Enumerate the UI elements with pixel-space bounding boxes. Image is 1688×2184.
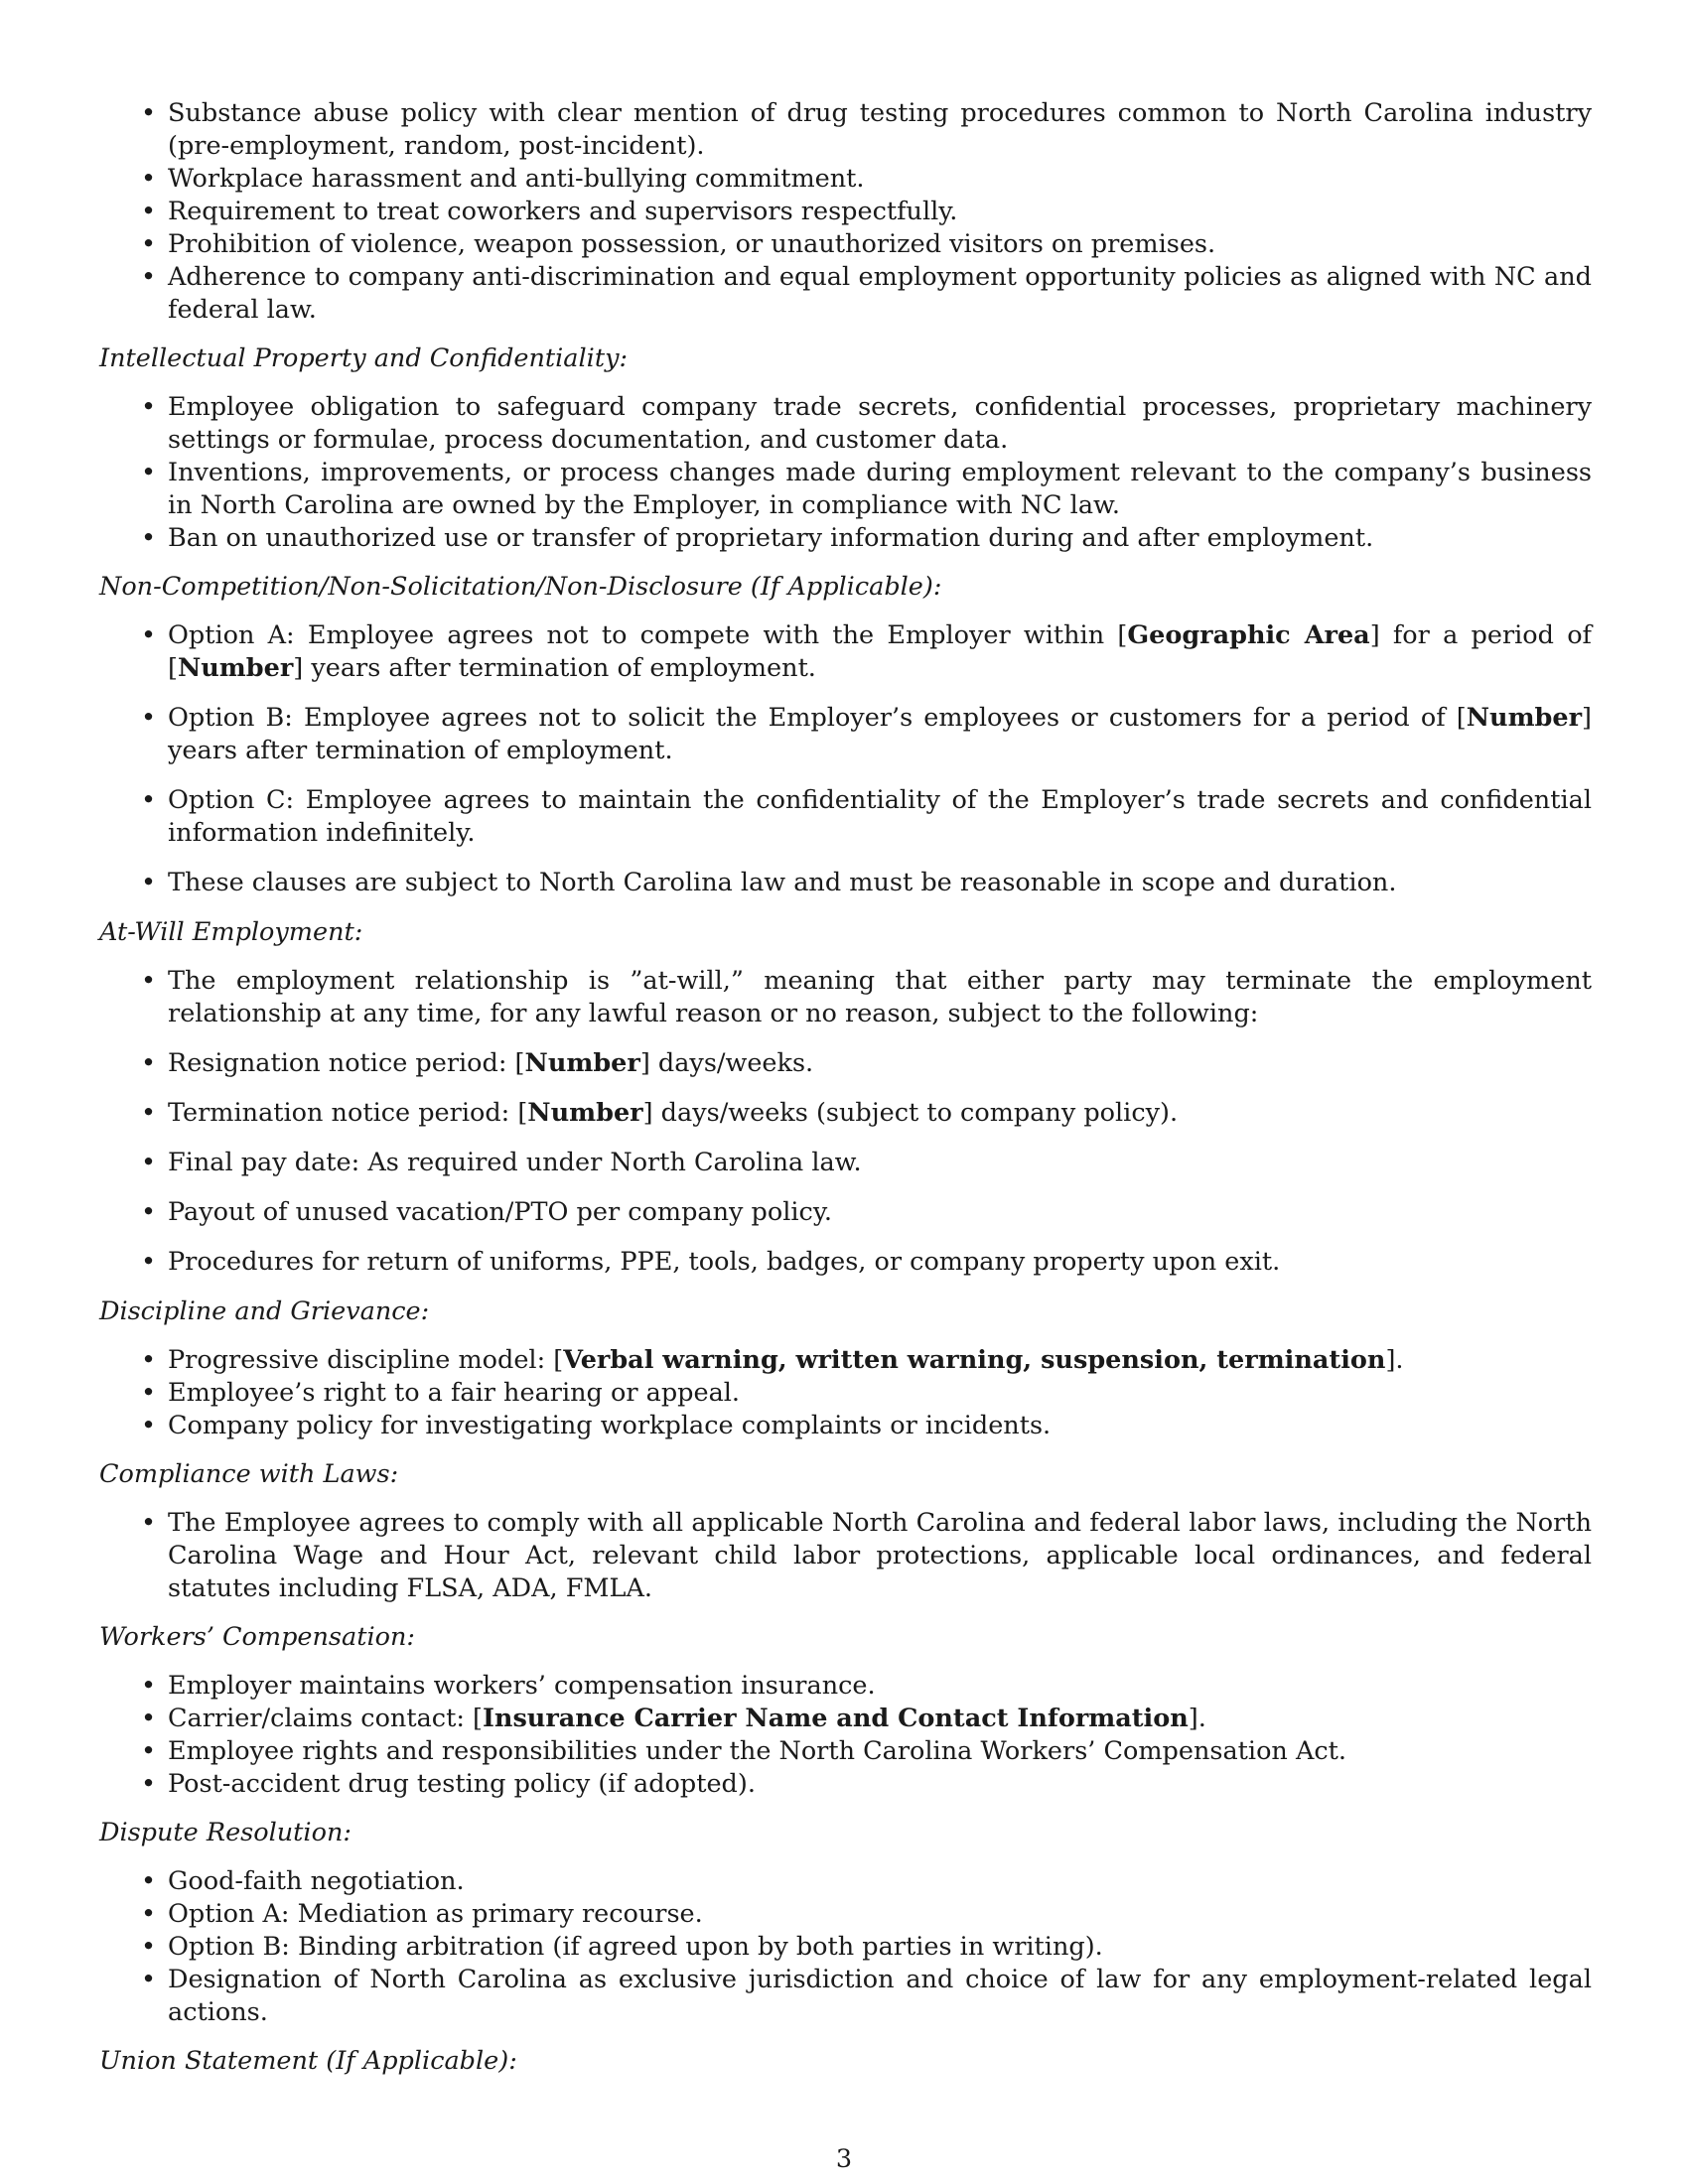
section-title-ip: Intellectual Property and Confidentiality: xyxy=(99,343,629,373)
page-number: 3 xyxy=(835,2144,853,2174)
list-item: • Payout of unused vacation/PTO per company policy. xyxy=(99,1196,1592,1229)
list-item: • Adherence to company anti-discrimination and equal employment opportunity policies as aligned with NC and federal law. xyxy=(99,261,1592,327)
list-item: • Employee rights and responsibilities under the North Carolina Workers’ Compensation Act. xyxy=(99,1735,1592,1768)
list-item: • Option B: Employee agrees not to solicit the Employer’s employees or customers for a period of [Number] years after termination of employment. xyxy=(99,702,1592,767)
placeholder-field: Number xyxy=(527,1098,643,1128)
placeholder-field: Verbal warning, written warning, suspension, termination xyxy=(563,1345,1386,1375)
list-item: • Substance abuse policy with clear mention of drug testing procedures common to North Carolina industry (pre-employment, random, post-incident). xyxy=(99,97,1592,163)
list-item: • Carrier/claims contact: [Insurance Carrier Name and Contact Information]. xyxy=(99,1703,1592,1735)
list-item: • Option A: Mediation as primary recourse. xyxy=(99,1898,1592,1931)
dispute-list xyxy=(99,1865,1592,2029)
list-item: • Inventions, improvements, or process changes made during employment relevant to the company’s business in North Carolina are owned by the Employer, in compliance with NC law. xyxy=(99,457,1592,522)
list-item: • Procedures for return of uniforms, PPE, tools, badges, or company property upon exit. xyxy=(99,1246,1592,1279)
list-item: • Ban on unauthorized use or transfer of proprietary information during and after employment. xyxy=(99,522,1592,555)
section-title-workers-comp: Workers’ Compensation: xyxy=(99,1622,415,1652)
discipline-list xyxy=(99,1344,1592,1442)
placeholder-field: Number xyxy=(177,653,294,683)
conduct-list xyxy=(99,97,1592,327)
section-title-dispute: Dispute Resolution: xyxy=(99,1818,352,1847)
noncompete-list xyxy=(99,619,1592,899)
document-page xyxy=(99,97,1592,2094)
placeholder-field: Insurance Carrier Name and Contact Information xyxy=(482,1704,1189,1733)
section-title-compliance: Compliance with Laws: xyxy=(99,1459,399,1489)
list-item: • Option C: Employee agrees to maintain the confidentiality of the Employer’s trade secrets and confidential information indefinitely. xyxy=(99,784,1592,850)
list-item: • Designation of North Carolina as exclusive jurisdiction and choice of law for any employment-related legal actions. xyxy=(99,1964,1592,2029)
list-item: • Workplace harassment and anti-bullying commitment. xyxy=(99,163,1592,196)
list-item: • Progressive discipline model: [Verbal warning, written warning, suspension, termination]. xyxy=(99,1344,1592,1377)
list-item: • These clauses are subject to North Carolina law and must be reasonable in scope and duration. xyxy=(99,867,1592,899)
ip-list xyxy=(99,391,1592,555)
section-title-union: Union Statement (If Applicable): xyxy=(99,2046,517,2076)
placeholder-field: Number xyxy=(1466,703,1583,733)
list-item: • Termination notice period: [Number] days/weeks (subject to company policy). xyxy=(99,1097,1592,1130)
list-item: • Option B: Binding arbitration (if agreed upon by both parties in writing). xyxy=(99,1931,1592,1964)
list-item: • Employee obligation to safeguard company trade secrets, confidential processes, proprietary machinery settings or formulae, process documentation, and customer data. xyxy=(99,391,1592,457)
workers-comp-list xyxy=(99,1670,1592,1801)
list-item: • The Employee agrees to comply with all applicable North Carolina and federal labor laws, including the North Carolina Wage and Hour Act, relevant child labor protections, applicable local ordinances, and federal statutes including FLSA, ADA, FMLA. xyxy=(99,1507,1592,1605)
list-item: • Good-faith negotiation. xyxy=(99,1865,1592,1898)
atwill-list xyxy=(99,965,1592,1279)
list-item: • Post-accident drug testing policy (if adopted). xyxy=(99,1768,1592,1801)
list-item: • Prohibition of violence, weapon possession, or unauthorized visitors on premises. xyxy=(99,228,1592,261)
section-title-atwill: At-Will Employment: xyxy=(99,917,363,947)
list-item: • The employment relationship is ”at-will,” meaning that either party may terminate the employment relationship at any time, for any lawful reason or no reason, subject to the following: xyxy=(99,965,1592,1030)
compliance-list xyxy=(99,1507,1592,1605)
list-item: • Option A: Employee agrees not to compete with the Employer within [Geographic Area] for a period of [Number] years after termination of employment. xyxy=(99,619,1592,685)
list-item: • Requirement to treat coworkers and supervisors respectfully. xyxy=(99,196,1592,228)
placeholder-field: Number xyxy=(524,1048,640,1078)
list-item: • Employer maintains workers’ compensation insurance. xyxy=(99,1670,1592,1703)
placeholder-field: Geographic Area xyxy=(1127,620,1370,650)
section-title-noncompete: Non-Competition/Non-Solicitation/Non-Disclosure (If Applicable): xyxy=(99,572,942,602)
list-item: • Resignation notice period: [Number] days/weeks. xyxy=(99,1047,1592,1080)
list-item: • Final pay date: As required under North Carolina law. xyxy=(99,1147,1592,1179)
section-title-discipline: Discipline and Grievance: xyxy=(99,1297,430,1326)
list-item: • Company policy for investigating workplace complaints or incidents. xyxy=(99,1410,1592,1442)
list-item: • Employee’s right to a fair hearing or appeal. xyxy=(99,1377,1592,1410)
